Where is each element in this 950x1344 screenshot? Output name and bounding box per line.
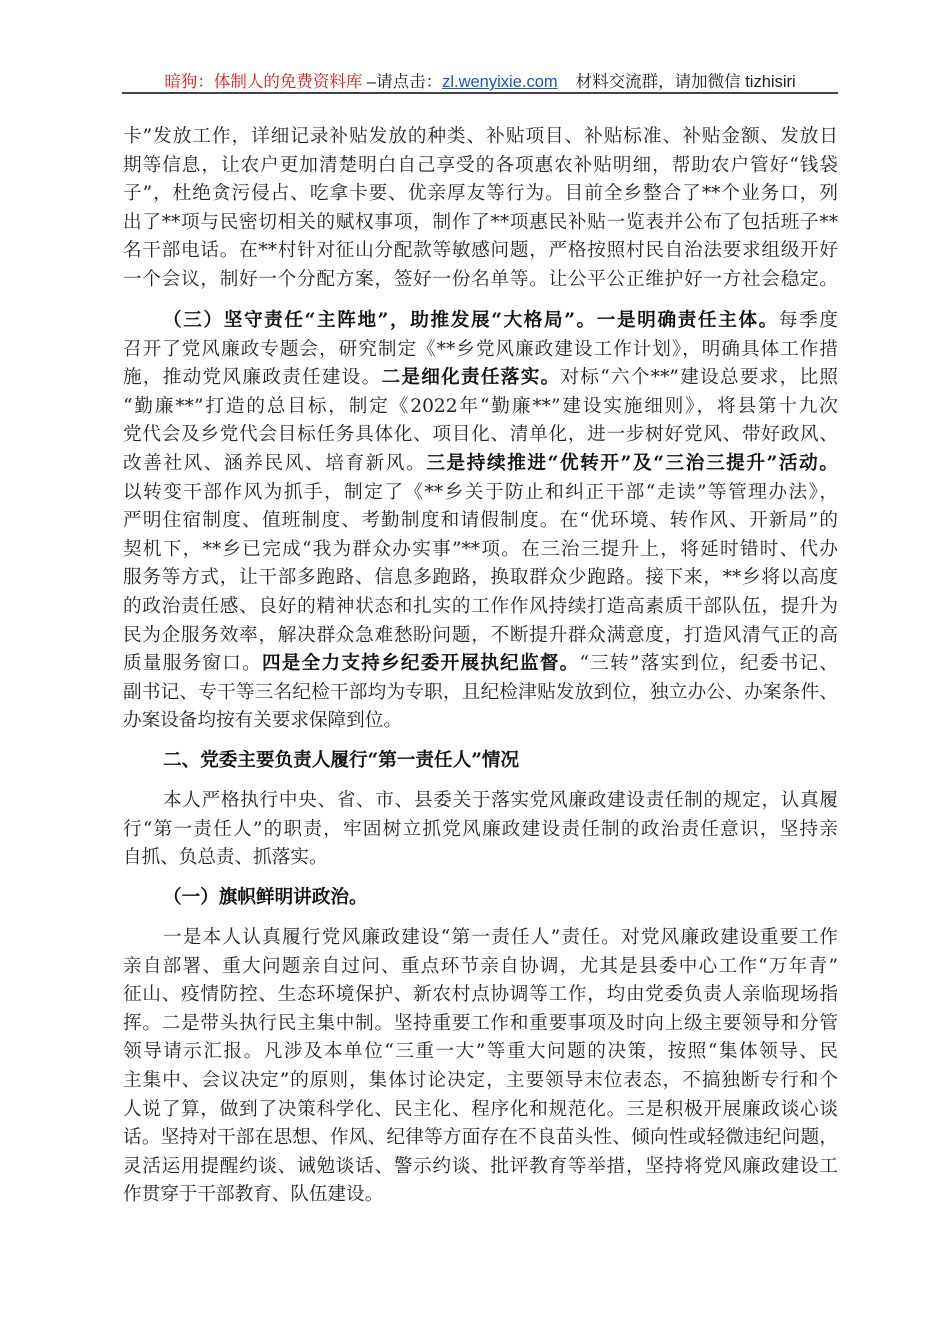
text-run: 一是本人认真履行党风廉政建设“第一责任人”责任。对党风廉政建设重要工作 bbox=[163, 927, 838, 948]
text-line bbox=[123, 593, 838, 622]
paragraph-subsidy-card bbox=[123, 123, 838, 295]
text-run: 质量服务窗口。 bbox=[123, 653, 262, 675]
text-line bbox=[123, 479, 838, 508]
text-run: 出了**项与民密切相关的赋权事项，制作了**项惠民补贴一览表并公布了包括班子** bbox=[123, 211, 838, 233]
text-line bbox=[123, 1067, 838, 1096]
text-line bbox=[123, 747, 838, 776]
text-run: 本人严格执行中央、省、市、县委关于落实党风廉政建设责任制的规定，认真履 bbox=[163, 790, 838, 811]
text-run: 施，推动党风廉政责任建设。 bbox=[123, 367, 382, 389]
bold-text: （一）旗帜鲜明讲政治。 bbox=[163, 887, 368, 908]
text-line bbox=[123, 981, 838, 1010]
text-run: 严明住宿制度、值班制度、考勤制度和请假制度。在“优环境、转作风、开新局”的 bbox=[123, 510, 838, 532]
text-line bbox=[123, 787, 838, 816]
text-run: “勤廉**”打造的总目标，制定《2022年“勤廉**”建设实施细则》，将县第十九次 bbox=[123, 395, 838, 417]
paragraph-section-three bbox=[123, 307, 838, 736]
text-run: 领导请示汇报。凡涉及本单位“三重一大”等重大问题的决策，按照“集体领导、民 bbox=[123, 1041, 838, 1063]
text-line bbox=[123, 1096, 838, 1125]
text-run: 亲自部署、重大问题亲自过问、重点环节亲自协调，尤其是县委中心工作“万年青” bbox=[123, 955, 838, 977]
text-run: 期等信息，让农户更加清楚明白自己享受的各项惠农补贴明细，帮助农户管好“钱袋 bbox=[123, 154, 838, 176]
text-run: 灵活运用提醒约谈、诫勉谈话、警示约谈、批评教育等举措，坚持将党风廉政建设工 bbox=[123, 1155, 838, 1177]
text-line bbox=[123, 393, 838, 422]
text-line bbox=[123, 450, 838, 479]
text-run: “三转”落实到位，纪委书记、 bbox=[579, 653, 838, 675]
text-line bbox=[123, 237, 838, 266]
text-line bbox=[123, 209, 838, 238]
header-site-name: 暗狗：体制人的免费资料库 bbox=[164, 73, 363, 91]
text-run: 子”，杜绝贪污侵占、吃拿卡要、优亲厚友等行为。目前全乡整合了**个业务口，列 bbox=[123, 183, 838, 205]
text-line bbox=[123, 679, 838, 708]
text-run: 党代会及乡党代会目标任务具体化、项目化、清单化，进一步树好党风、带好政风、 bbox=[123, 424, 838, 446]
text-line bbox=[123, 364, 838, 393]
text-run: 人说了算，做到了决策科学化、民主化、程序化和规范化。三是积极开展廉政谈心谈 bbox=[123, 1098, 838, 1120]
paragraph-politics-detail bbox=[123, 924, 838, 1210]
text-line bbox=[123, 1124, 838, 1153]
header-contact: 材料交流群，请加微信 tizhisiri bbox=[575, 73, 796, 91]
text-run: 改善社风、涵养民风、培育新风。 bbox=[123, 452, 427, 474]
bold-text: 二是细化责任落实。 bbox=[381, 367, 561, 389]
header-prefix: –请点击： bbox=[362, 73, 443, 91]
text-run: 办案设备均按有关要求保障到位。 bbox=[123, 710, 402, 732]
paragraph-first-responsible bbox=[123, 787, 838, 873]
section-heading-two bbox=[123, 747, 838, 776]
text-line bbox=[123, 844, 838, 873]
text-run: 服务等方式，让干部多跑路、信息多跑路，换取群众少跑路。接下来，**乡将以高度 bbox=[123, 567, 838, 589]
text-line bbox=[123, 650, 838, 679]
header-divider bbox=[122, 92, 838, 94]
text-run: 话。坚持对干部在思想、作风、纪律等方面存在不良苗头性、倾向性或轻微违纪问题， bbox=[123, 1127, 838, 1149]
text-line bbox=[123, 507, 838, 536]
text-line bbox=[123, 816, 838, 845]
bold-text: （三）坚守责任“主阵地”，助推发展“大格局”。一是明确责任主体。 bbox=[163, 310, 779, 331]
text-line bbox=[123, 707, 838, 736]
page-header bbox=[122, 68, 838, 92]
text-line bbox=[123, 1010, 838, 1039]
text-run: 以转变干部作风为抓手，制定了《**乡关于防止和纠正干部“走读”等管理办法》， bbox=[123, 481, 838, 503]
text-run: 每季度 bbox=[778, 310, 838, 331]
bold-text: 三是持续推进“优转开”及“三治三提升”活动。 bbox=[426, 452, 838, 474]
text-line bbox=[123, 536, 838, 565]
text-line bbox=[123, 1038, 838, 1067]
text-line bbox=[123, 1153, 838, 1182]
text-line bbox=[123, 266, 838, 295]
text-line bbox=[123, 336, 838, 365]
text-line bbox=[123, 622, 838, 651]
text-run: 自抓、负总责、抓落实。 bbox=[123, 847, 328, 869]
text-run: 挥。二是带头执行民主集中制。坚持重要工作和重要事项及时向上级主要领导和分管 bbox=[123, 1012, 838, 1034]
subheading-politics bbox=[123, 884, 838, 913]
text-run: 主集中、会议决定”的原则，集体讨论决定，主要领导末位表态，不搞独断专行和个 bbox=[123, 1069, 838, 1091]
text-run: 作贯穿于干部教育、队伍建设。 bbox=[123, 1184, 384, 1206]
text-run: 征山、疫情防控、生态环境保护、新农村点协调等工作，均由党委负责人亲临现场指 bbox=[123, 984, 838, 1006]
text-run: 召开了党风廉政专题会，研究制定《**乡党风廉政建设工作计划》，明确具体工作措 bbox=[123, 338, 838, 360]
text-line bbox=[123, 421, 838, 450]
text-line bbox=[123, 924, 838, 953]
text-run: 民为企服务效率，解决群众急难愁盼问题，不断提升群众满意度，打造风清气正的高 bbox=[123, 624, 838, 646]
text-line bbox=[123, 1181, 838, 1210]
text-line bbox=[123, 123, 838, 152]
text-run: 对标“六个**”建设总要求，比照 bbox=[560, 367, 838, 389]
text-run: 行“第一责任人”的职责，牢固树立抓党风廉政建设责任制的政治责任意识，坚持亲 bbox=[123, 818, 838, 840]
text-run: 一个会议，制好一个分配方案，签好一份名单等。让公平公正维护好一方社会稳定。 bbox=[123, 268, 838, 290]
bold-text: 二、党委主要负责人履行“第一责任人”情况 bbox=[163, 750, 520, 771]
text-run: 卡”发放工作，详细记录补贴发放的种类、补贴项目、补贴标准、补贴金额、发放日 bbox=[123, 126, 838, 147]
text-run: 的政治责任感、良好的精神状态和扎实的工作作风持续打造高素质干部队伍，提升为 bbox=[123, 595, 838, 617]
text-run: 副书记、专干等三名纪检干部均为专职，且纪检津贴发放到位，独立办公、办案条件、 bbox=[123, 681, 838, 703]
text-run: 名干部电话。在**村针对征山分配款等敏感问题，严格按照村民自治法要求组级开好 bbox=[123, 240, 838, 262]
text-line bbox=[123, 884, 838, 913]
text-line bbox=[123, 152, 838, 181]
text-line bbox=[123, 953, 838, 982]
bold-text: 四是全力支持乡纪委开展执纪监督。 bbox=[261, 653, 580, 675]
text-line bbox=[123, 564, 838, 593]
header-link[interactable]: zl.wenyixie.com bbox=[442, 73, 558, 91]
text-line bbox=[123, 307, 838, 336]
text-line bbox=[123, 180, 838, 209]
text-run: 契机下，**乡已完成“我为群众办实事”**项。在三治三提升上，将延时错时、代办 bbox=[123, 538, 838, 560]
